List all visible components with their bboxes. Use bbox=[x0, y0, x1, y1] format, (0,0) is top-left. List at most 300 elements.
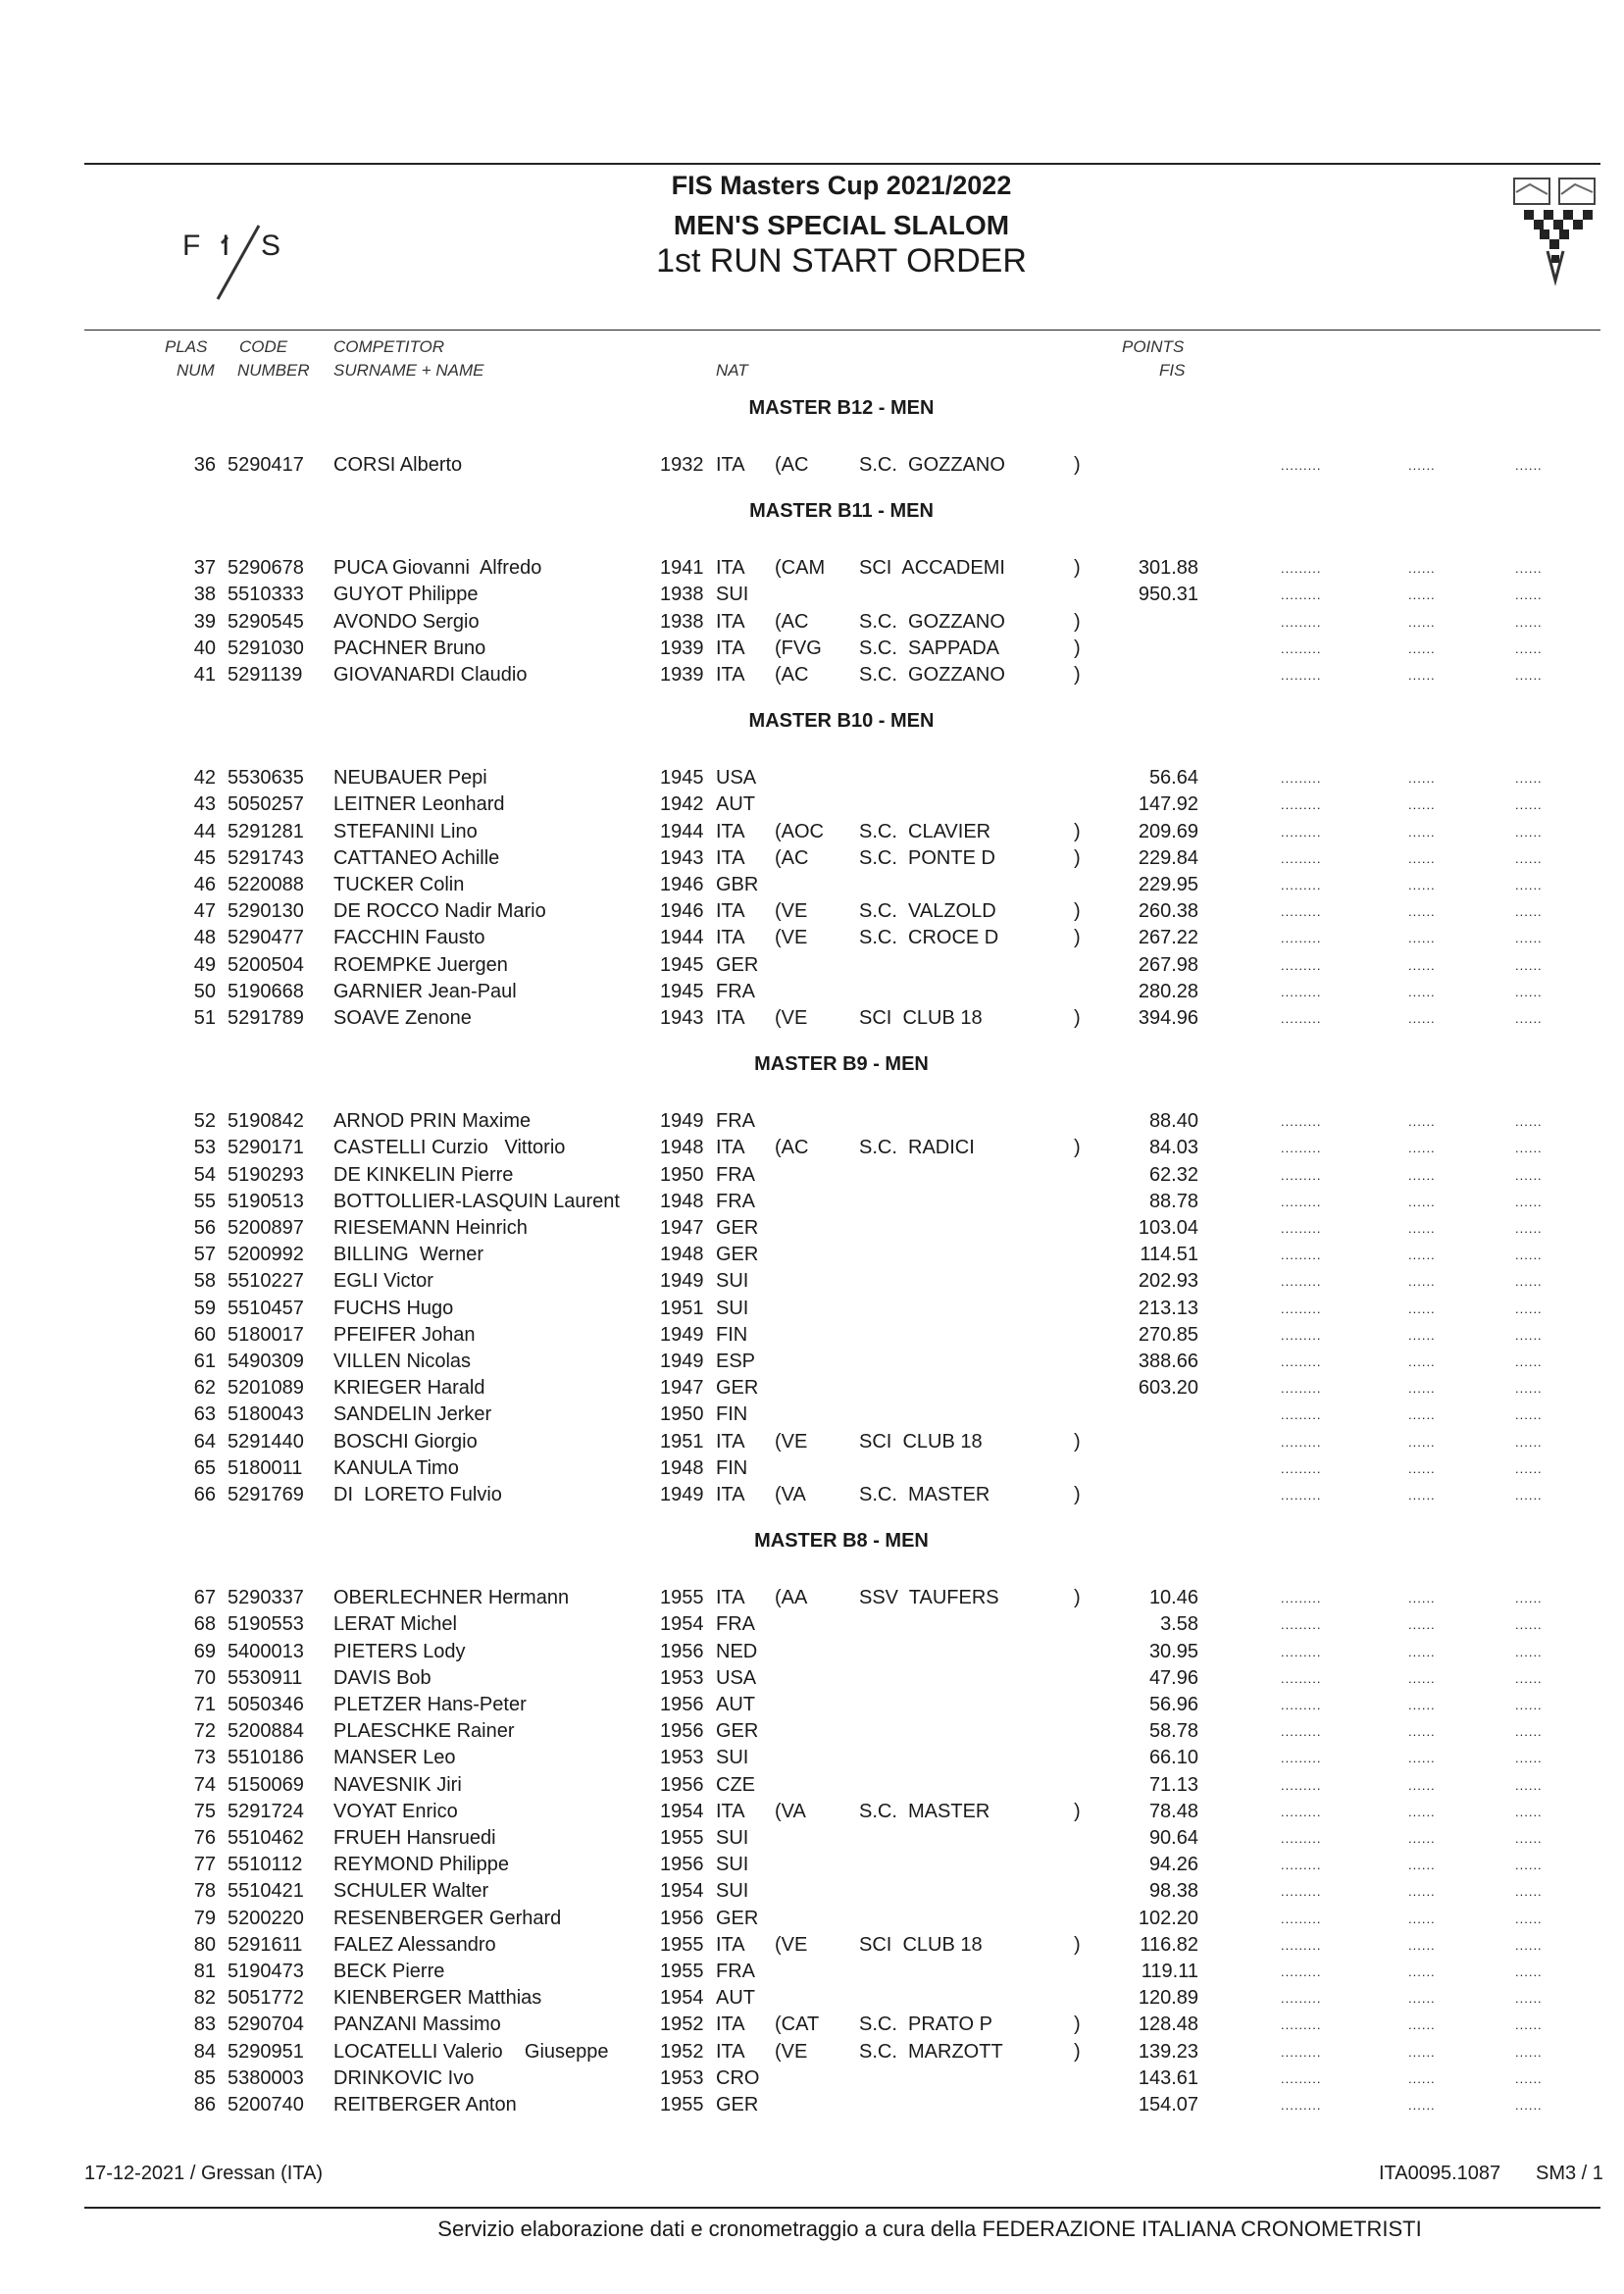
table-row bbox=[0, 1825, 1624, 1852]
time-placeholder-3: ...... bbox=[1515, 1751, 1543, 1766]
competitor-name: GIOVANARDI Claudio bbox=[333, 664, 528, 686]
club: S.C. GOZZANO bbox=[859, 610, 1005, 633]
table-row bbox=[0, 765, 1624, 791]
time-placeholder-2: ...... bbox=[1408, 640, 1436, 656]
fis-code: 5291611 bbox=[228, 1933, 303, 1956]
time-placeholder-3: ...... bbox=[1515, 1248, 1543, 1263]
time-placeholder-1: ......... bbox=[1281, 614, 1322, 630]
region: (CAT bbox=[775, 2014, 820, 2036]
bib-number: 65 bbox=[193, 1456, 216, 1479]
fis-code: 5291440 bbox=[228, 1430, 304, 1453]
bib-number: 84 bbox=[193, 2040, 216, 2063]
fis-points: 280.28 bbox=[1138, 980, 1198, 1002]
region: (VE bbox=[775, 927, 808, 949]
table-row bbox=[0, 898, 1624, 925]
time-placeholder-2: ...... bbox=[1408, 1858, 1436, 1873]
table-row bbox=[0, 1772, 1624, 1799]
competitor-name: CASTELLI Curzio Vittorio bbox=[333, 1137, 566, 1159]
nation: AUT bbox=[716, 1694, 755, 1715]
table-row bbox=[0, 452, 1624, 479]
group-title: MASTER B10 - MEN bbox=[748, 710, 935, 733]
time-placeholder-1: ......... bbox=[1281, 1991, 1322, 2007]
bib-number: 53 bbox=[193, 1137, 216, 1159]
nation: FRA bbox=[716, 1613, 755, 1636]
birth-year: 1953 bbox=[660, 2066, 704, 2089]
fis-code: 5180043 bbox=[228, 1403, 304, 1426]
nation: SUI bbox=[716, 1270, 749, 1293]
fis-code: 5380003 bbox=[228, 2066, 304, 2089]
club: S.C. GOZZANO bbox=[859, 664, 1005, 686]
nation: AUT bbox=[716, 1987, 755, 2010]
nation: SUI bbox=[716, 1827, 749, 1849]
nation: USA bbox=[716, 1666, 757, 1689]
region: (AC bbox=[775, 846, 809, 869]
fis-code: 5510457 bbox=[228, 1297, 304, 1319]
table-row bbox=[0, 1878, 1624, 1905]
time-placeholder-2: ...... bbox=[1408, 771, 1436, 787]
birth-year: 1945 bbox=[660, 953, 704, 976]
nation: GER bbox=[716, 1720, 759, 1743]
bib-number: 37 bbox=[193, 557, 216, 580]
bib-number: 82 bbox=[193, 1987, 216, 2010]
time-placeholder-1: ......... bbox=[1281, 1858, 1322, 1873]
fis-code: 5510186 bbox=[228, 1747, 304, 1769]
birth-year: 1955 bbox=[660, 1827, 704, 1849]
nation: ITA bbox=[716, 1800, 745, 1822]
table-row bbox=[0, 555, 1624, 582]
region: (AC bbox=[775, 664, 809, 686]
nation: CRO bbox=[716, 2066, 760, 2089]
club: S.C. VALZOLD bbox=[859, 900, 996, 923]
fis-points: 116.82 bbox=[1140, 1933, 1198, 1956]
time-placeholder-1: ......... bbox=[1281, 957, 1322, 973]
time-placeholder-3: ...... bbox=[1515, 1327, 1543, 1343]
competitor-name: LEITNER Leonhard bbox=[333, 793, 505, 816]
table-row bbox=[0, 2065, 1624, 2092]
bib-number: 72 bbox=[193, 1720, 216, 1743]
nation: CZE bbox=[716, 1773, 755, 1796]
nation: FRA bbox=[716, 1190, 755, 1212]
time-placeholder-1: ......... bbox=[1281, 1617, 1322, 1633]
bib-number: 77 bbox=[193, 1854, 216, 1876]
birth-year: 1945 bbox=[660, 980, 704, 1002]
table-row bbox=[0, 1429, 1624, 1455]
time-placeholder-3: ...... bbox=[1515, 561, 1543, 577]
birth-year: 1953 bbox=[660, 1666, 704, 1689]
nation: FRA bbox=[716, 980, 755, 1002]
club-close: ) bbox=[1074, 846, 1081, 869]
competitor-name: OBERLECHNER Hermann bbox=[333, 1587, 570, 1609]
time-placeholder-3: ...... bbox=[1515, 668, 1543, 683]
birth-year: 1947 bbox=[660, 1377, 704, 1400]
region: (VE bbox=[775, 1430, 808, 1453]
competitor-name: GUYOT Philippe bbox=[333, 584, 479, 606]
time-placeholder-2: ...... bbox=[1408, 797, 1436, 813]
time-placeholder-3: ...... bbox=[1515, 1617, 1543, 1633]
fis-points: 78.48 bbox=[1148, 1800, 1198, 1822]
nation: GER bbox=[716, 2094, 759, 2116]
birth-year: 1950 bbox=[660, 1163, 704, 1186]
fis-points: 56.64 bbox=[1148, 767, 1198, 790]
birth-year: 1939 bbox=[660, 637, 704, 659]
table-row bbox=[0, 1639, 1624, 1665]
time-placeholder-3: ...... bbox=[1515, 614, 1543, 630]
competitor-name: ARNOD PRIN Maxime bbox=[333, 1110, 532, 1133]
time-placeholder-2: ...... bbox=[1408, 1221, 1436, 1236]
fis-code: 5290477 bbox=[228, 927, 304, 949]
time-placeholder-3: ...... bbox=[1515, 1964, 1543, 1979]
time-placeholder-1: ......... bbox=[1281, 1937, 1322, 1953]
time-placeholder-1: ......... bbox=[1281, 1724, 1322, 1740]
club: S.C. MARZOTT bbox=[859, 2040, 1003, 2063]
time-placeholder-2: ...... bbox=[1408, 1698, 1436, 1712]
nation: ITA bbox=[716, 664, 745, 686]
fis-code: 5290417 bbox=[228, 454, 304, 476]
col-header-nat: NAT bbox=[716, 361, 748, 380]
time-placeholder-3: ...... bbox=[1515, 824, 1543, 840]
time-placeholder-1: ......... bbox=[1281, 1698, 1322, 1712]
table-row bbox=[0, 1349, 1624, 1375]
birth-year: 1945 bbox=[660, 767, 704, 790]
time-placeholder-3: ...... bbox=[1515, 771, 1543, 787]
nation: NED bbox=[716, 1640, 758, 1662]
time-placeholder-3: ...... bbox=[1515, 1434, 1543, 1450]
fis-code: 5290704 bbox=[228, 2014, 304, 2036]
fis-points: 88.78 bbox=[1148, 1190, 1198, 1212]
nation: FIN bbox=[716, 1403, 748, 1426]
fis-code: 5291281 bbox=[228, 820, 304, 842]
competitor-name: TUCKER Colin bbox=[333, 874, 465, 895]
fis-code: 5290545 bbox=[228, 610, 304, 633]
fis-code: 5051772 bbox=[228, 1987, 304, 2010]
competitor-name: SCHULER Walter bbox=[333, 1880, 489, 1903]
birth-year: 1939 bbox=[660, 664, 704, 686]
footer-code: ITA0095.1087 bbox=[1379, 2163, 1501, 2184]
table-row bbox=[0, 1611, 1624, 1638]
birth-year: 1946 bbox=[660, 874, 704, 895]
club-close: ) bbox=[1074, 900, 1081, 923]
nation: GER bbox=[716, 1217, 759, 1239]
time-placeholder-3: ...... bbox=[1515, 640, 1543, 656]
time-placeholder-3: ...... bbox=[1515, 1831, 1543, 1846]
bib-number: 44 bbox=[193, 820, 216, 842]
fis-points: 209.69 bbox=[1138, 820, 1198, 842]
bib-number: 49 bbox=[193, 953, 216, 976]
table-row bbox=[0, 1799, 1624, 1825]
club: SCI CLUB 18 bbox=[859, 1933, 983, 1956]
bib-number: 70 bbox=[193, 1666, 216, 1689]
time-placeholder-2: ...... bbox=[1408, 1617, 1436, 1633]
table-row bbox=[0, 1985, 1624, 2012]
table-row bbox=[0, 1932, 1624, 1959]
fis-points: 147.92 bbox=[1138, 793, 1198, 816]
time-placeholder-2: ...... bbox=[1408, 1591, 1436, 1606]
fis-code: 5291139 bbox=[228, 664, 303, 686]
region: (FVG bbox=[775, 637, 822, 659]
time-placeholder-2: ...... bbox=[1408, 1434, 1436, 1450]
club: SCI CLUB 18 bbox=[859, 1007, 983, 1029]
table-row bbox=[0, 1906, 1624, 1932]
competitor-name: DRINKOVIC Ivo bbox=[333, 2066, 475, 2089]
time-placeholder-2: ...... bbox=[1408, 2070, 1436, 2086]
footer-page: SM3 / 1 bbox=[1536, 2163, 1603, 2184]
time-placeholder-2: ...... bbox=[1408, 1777, 1436, 1793]
nation: GER bbox=[716, 1907, 759, 1929]
time-placeholder-3: ...... bbox=[1515, 1777, 1543, 1793]
fis-points: 267.98 bbox=[1138, 953, 1198, 976]
birth-year: 1954 bbox=[660, 1800, 704, 1822]
time-placeholder-1: ......... bbox=[1281, 1964, 1322, 1979]
bib-number: 50 bbox=[193, 980, 216, 1002]
bib-number: 60 bbox=[193, 1323, 216, 1346]
bib-number: 78 bbox=[193, 1880, 216, 1903]
bib-number: 41 bbox=[193, 664, 216, 686]
fis-points: 47.96 bbox=[1148, 1666, 1198, 1689]
time-placeholder-3: ...... bbox=[1515, 1698, 1543, 1712]
birth-year: 1956 bbox=[660, 1694, 704, 1715]
club: SCI CLUB 18 bbox=[859, 1430, 983, 1453]
time-placeholder-2: ...... bbox=[1408, 1724, 1436, 1740]
competitor-name: BILLING Werner bbox=[333, 1244, 484, 1266]
nation: SUI bbox=[716, 1297, 749, 1319]
fis-points: 213.13 bbox=[1138, 1297, 1198, 1319]
birth-year: 1942 bbox=[660, 793, 704, 816]
birth-year: 1938 bbox=[660, 584, 704, 606]
fis-points: 301.88 bbox=[1138, 557, 1198, 580]
bib-number: 48 bbox=[193, 927, 216, 949]
time-placeholder-2: ...... bbox=[1408, 1804, 1436, 1819]
fis-points: 128.48 bbox=[1138, 2014, 1198, 2036]
bib-number: 58 bbox=[193, 1270, 216, 1293]
birth-year: 1948 bbox=[660, 1190, 704, 1212]
club: S.C. MASTER bbox=[859, 1800, 990, 1822]
competitor-name: BOTTOLLIER-LASQUIN Laurent bbox=[333, 1190, 620, 1212]
time-placeholder-3: ...... bbox=[1515, 1884, 1543, 1900]
nation: FRA bbox=[716, 1163, 755, 1186]
time-placeholder-1: ......... bbox=[1281, 1327, 1322, 1343]
fis-logo-letter-f: F bbox=[182, 229, 201, 262]
time-placeholder-2: ...... bbox=[1408, 984, 1436, 999]
competitor-name: NAVESNIK Jiri bbox=[333, 1773, 462, 1796]
competitor-name: DE ROCCO Nadir Mario bbox=[333, 900, 546, 923]
birth-year: 1953 bbox=[660, 1747, 704, 1769]
time-placeholder-3: ...... bbox=[1515, 1804, 1543, 1819]
competitor-name: REYMOND Philippe bbox=[333, 1854, 509, 1876]
table-row bbox=[0, 1242, 1624, 1268]
table-row bbox=[0, 952, 1624, 979]
bib-number: 63 bbox=[193, 1403, 216, 1426]
table-row bbox=[0, 1108, 1624, 1135]
competitor-name: DE KINKELIN Pierre bbox=[333, 1163, 514, 1186]
club: SSV TAUFERS bbox=[859, 1587, 999, 1609]
bib-number: 83 bbox=[193, 2014, 216, 2036]
nation: ITA bbox=[716, 1933, 745, 1956]
group-title: MASTER B12 - MEN bbox=[748, 397, 935, 419]
competitor-name: SANDELIN Jerker bbox=[333, 1403, 492, 1426]
nation: ITA bbox=[716, 1587, 745, 1609]
region: (VE bbox=[775, 1007, 808, 1029]
nation: SUI bbox=[716, 1880, 749, 1903]
time-placeholder-1: ......... bbox=[1281, 668, 1322, 683]
club: S.C. CLAVIER bbox=[859, 820, 991, 842]
fis-code: 5190513 bbox=[228, 1190, 304, 1212]
competitor-name: RIESEMANN Heinrich bbox=[333, 1217, 528, 1239]
table-row bbox=[0, 791, 1624, 818]
birth-year: 1948 bbox=[660, 1137, 704, 1159]
time-placeholder-3: ...... bbox=[1515, 1724, 1543, 1740]
competitor-name: PLAESCHKE Rainer bbox=[333, 1720, 515, 1743]
time-placeholder-2: ...... bbox=[1408, 614, 1436, 630]
fis-points: 66.10 bbox=[1148, 1747, 1198, 1769]
competitor-name: AVONDO Sergio bbox=[333, 610, 480, 633]
table-row bbox=[0, 1402, 1624, 1428]
competitor-name: EGLI Victor bbox=[333, 1270, 433, 1293]
table-row bbox=[0, 1189, 1624, 1215]
time-placeholder-1: ......... bbox=[1281, 878, 1322, 892]
nation: ITA bbox=[716, 1430, 745, 1453]
birth-year: 1956 bbox=[660, 1640, 704, 1662]
time-placeholder-3: ...... bbox=[1515, 587, 1543, 603]
nation: ITA bbox=[716, 1007, 745, 1029]
competitor-name: LERAT Michel bbox=[333, 1613, 457, 1636]
fis-points: 202.93 bbox=[1138, 1270, 1198, 1293]
bib-number: 67 bbox=[193, 1587, 216, 1609]
table-row bbox=[0, 636, 1624, 662]
birth-year: 1951 bbox=[660, 1430, 704, 1453]
competitor-name: PACHNER Bruno bbox=[333, 637, 486, 659]
bib-number: 79 bbox=[193, 1907, 216, 1929]
region: (AA bbox=[775, 1587, 808, 1609]
fis-points: 154.07 bbox=[1138, 2094, 1198, 2116]
fis-points: 260.38 bbox=[1138, 900, 1198, 923]
birth-year: 1956 bbox=[660, 1773, 704, 1796]
time-placeholder-3: ...... bbox=[1515, 1991, 1543, 2007]
table-row bbox=[0, 582, 1624, 608]
fis-code: 5190842 bbox=[228, 1110, 304, 1133]
time-placeholder-2: ...... bbox=[1408, 1831, 1436, 1846]
time-placeholder-1: ......... bbox=[1281, 458, 1322, 473]
club: SCI ACCADEMI bbox=[859, 557, 1005, 580]
fis-logo-letter-s: S bbox=[261, 229, 281, 262]
footer-rule bbox=[84, 2207, 1600, 2209]
time-placeholder-2: ...... bbox=[1408, 878, 1436, 892]
birth-year: 1943 bbox=[660, 1007, 704, 1029]
birth-year: 1941 bbox=[660, 557, 704, 580]
competitor-name: MANSER Leo bbox=[333, 1747, 456, 1769]
bib-number: 71 bbox=[193, 1694, 216, 1715]
competitor-name: PFEIFER Johan bbox=[333, 1323, 476, 1346]
nation: ITA bbox=[716, 2014, 745, 2036]
region: (VE bbox=[775, 900, 808, 923]
table-row bbox=[0, 979, 1624, 1005]
time-placeholder-2: ...... bbox=[1408, 1167, 1436, 1183]
time-placeholder-3: ...... bbox=[1515, 2098, 1543, 2113]
region: (AC bbox=[775, 1137, 809, 1159]
birth-year: 1948 bbox=[660, 1456, 704, 1479]
bib-number: 43 bbox=[193, 793, 216, 816]
time-placeholder-1: ......... bbox=[1281, 1911, 1322, 1926]
table-row bbox=[0, 1959, 1624, 1985]
col-header-surname-name: SURNAME + NAME bbox=[333, 361, 484, 380]
fis-code: 5400013 bbox=[228, 1640, 304, 1662]
fis-code: 5530911 bbox=[228, 1666, 303, 1689]
time-placeholder-1: ......... bbox=[1281, 1011, 1322, 1026]
time-placeholder-3: ...... bbox=[1515, 2017, 1543, 2033]
birth-year: 1943 bbox=[660, 846, 704, 869]
competitor-name: FRUEH Hansruedi bbox=[333, 1827, 496, 1849]
time-placeholder-1: ......... bbox=[1281, 1407, 1322, 1423]
time-placeholder-1: ......... bbox=[1281, 1460, 1322, 1476]
bib-number: 47 bbox=[193, 900, 216, 923]
fis-code: 5180017 bbox=[228, 1323, 304, 1346]
time-placeholder-1: ......... bbox=[1281, 1194, 1322, 1209]
fis-logo-letter-i: I bbox=[222, 229, 230, 262]
table-row bbox=[0, 1322, 1624, 1349]
region: (AOC bbox=[775, 820, 824, 842]
fis-points: 603.20 bbox=[1138, 1377, 1198, 1400]
time-placeholder-2: ...... bbox=[1408, 1354, 1436, 1369]
bib-number: 61 bbox=[193, 1351, 216, 1372]
nation: GER bbox=[716, 1244, 759, 1266]
bib-number: 73 bbox=[193, 1747, 216, 1769]
table-row bbox=[0, 1692, 1624, 1718]
nation: ITA bbox=[716, 454, 745, 476]
club-close: ) bbox=[1074, 1430, 1081, 1453]
fis-points: 103.04 bbox=[1138, 1217, 1198, 1239]
bib-number: 46 bbox=[193, 874, 216, 895]
fis-points: 10.46 bbox=[1148, 1587, 1198, 1609]
fis-code: 5050257 bbox=[228, 793, 304, 816]
time-placeholder-1: ......... bbox=[1281, 1777, 1322, 1793]
bib-number: 64 bbox=[193, 1430, 216, 1453]
region: (CAM bbox=[775, 557, 826, 580]
bib-number: 74 bbox=[193, 1773, 216, 1796]
club-close: ) bbox=[1074, 2014, 1081, 2036]
time-placeholder-2: ...... bbox=[1408, 2044, 1436, 2060]
fis-points: 102.20 bbox=[1138, 1907, 1198, 1929]
club-close: ) bbox=[1074, 927, 1081, 949]
club: S.C. MASTER bbox=[859, 1484, 990, 1505]
time-placeholder-2: ...... bbox=[1408, 2098, 1436, 2113]
fis-points: 30.95 bbox=[1148, 1640, 1198, 1662]
nation: FIN bbox=[716, 1456, 748, 1479]
time-placeholder-3: ...... bbox=[1515, 458, 1543, 473]
nation: ESP bbox=[716, 1351, 756, 1372]
top-rule bbox=[84, 163, 1600, 165]
fis-code: 5290171 bbox=[228, 1137, 304, 1159]
table-row bbox=[0, 1718, 1624, 1745]
footer-service-credit: Servizio elaborazione dati e cronometraggio a cura della FEDERAZIONE ITALIANA CRONOMETRISTI bbox=[437, 2217, 1422, 2241]
time-placeholder-2: ...... bbox=[1408, 561, 1436, 577]
bib-number: 36 bbox=[193, 454, 216, 476]
fis-points: 90.64 bbox=[1148, 1827, 1198, 1849]
time-placeholder-1: ......... bbox=[1281, 1644, 1322, 1659]
col-header-number: NUMBER bbox=[237, 361, 310, 380]
time-placeholder-1: ......... bbox=[1281, 2044, 1322, 2060]
fis-points: 58.78 bbox=[1148, 1720, 1198, 1743]
time-placeholder-3: ...... bbox=[1515, 1381, 1543, 1397]
time-placeholder-2: ...... bbox=[1408, 1141, 1436, 1156]
time-placeholder-2: ...... bbox=[1408, 1670, 1436, 1686]
time-placeholder-3: ...... bbox=[1515, 1488, 1543, 1503]
col-header-num: NUM bbox=[177, 361, 215, 380]
club-close: ) bbox=[1074, 454, 1081, 476]
club-close: ) bbox=[1074, 2040, 1081, 2063]
region: (VA bbox=[775, 1484, 806, 1505]
time-placeholder-1: ......... bbox=[1281, 1274, 1322, 1290]
table-row bbox=[0, 662, 1624, 688]
time-placeholder-3: ...... bbox=[1515, 1194, 1543, 1209]
